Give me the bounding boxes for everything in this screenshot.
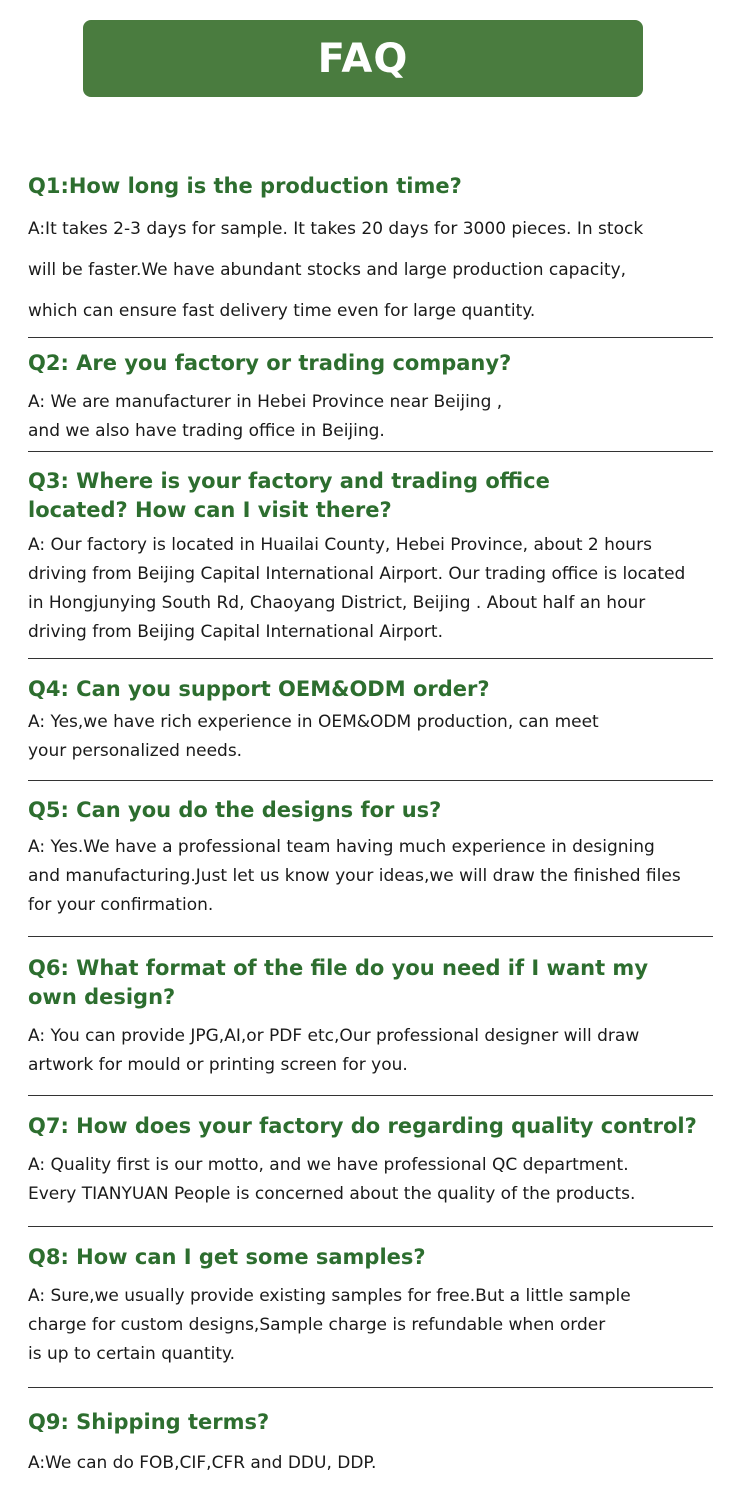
faq-answer: A: We are manufacturer in Hebei Province near Beijing , and we also have trading office in Beijing. [28,392,503,441]
faq-answer: A:We can do FOB,CIF,CFR and DDU, DDP. [28,1453,377,1473]
faq-answer: A:It takes 2-3 days for sample. It takes 20 days for 3000 pieces. In stock will be faster.We have abundant stocks and large production capacity, which can ensure fast delivery time even for large quantity. [28,219,644,321]
divider [28,1095,713,1096]
faq-item-4 [28,675,728,766]
faq-item-7 [28,1112,728,1209]
faq-question: Q9: Shipping terms? [28,1410,270,1434]
faq-question: Q5: Can you do the designs for us? [28,798,442,822]
faq-question: Q6: What format of the file do you need if I want my own design? [28,956,649,1009]
divider [28,658,713,659]
faq-item-3 [28,467,728,647]
faq-item-9 [28,1408,728,1478]
divider [28,451,713,452]
divider [28,1387,713,1388]
faq-question: Q3: Where is your factory and trading office located? How can I visit there? [28,469,550,522]
faq-answer: A: You can provide JPG,AI,or PDF etc,Our professional designer will draw artwork for mould or printing screen for you. [28,1026,640,1075]
faq-answer: A: Our factory is located in Huailai County, Hebei Province, about 2 hours driving from Beijing Capital International Airport. Our trading office is located in Hongjunying South Rd, Chaoyang District, Beijing . About half an hour driving from Beijing Capital International Airport. [28,535,686,642]
faq-item-5 [28,796,728,920]
faq-question: Q4: Can you support OEM&ODM order? [28,677,490,701]
faq-answer: A: Sure,we usually provide existing samples for free.But a little sample charge for custom designs,Sample charge is refundable when order is up to certain quantity. [28,1286,631,1364]
faq-item-1 [28,172,728,332]
divider [28,1226,713,1227]
faq-item-8 [28,1243,728,1369]
faq-item-2 [28,349,728,446]
divider [28,337,713,338]
divider [28,936,713,937]
faq-question: Q8: How can I get some samples? [28,1245,426,1269]
faq-question: Q1:How long is the production time? [28,174,462,198]
faq-question: Q2: Are you factory or trading company? [28,351,512,375]
faq-answer: A: Yes,we have rich experience in OEM&ODM production, can meet your personalized needs. [28,712,599,761]
faq-answer: A: Quality first is our motto, and we have professional QC department. Every TIANYUAN People is concerned about the quality of the products. [28,1155,636,1204]
divider [28,780,713,781]
page-title: FAQ [317,35,409,82]
faq-answer: A: Yes.We have a professional team having much experience in designing and manufacturing.Just let us know your ideas,we will draw the finished files for your confirmation. [28,837,681,915]
faq-item-6 [28,954,728,1080]
faq-banner [83,20,643,97]
faq-question: Q7: How does your factory do regarding quality control? [28,1114,697,1138]
